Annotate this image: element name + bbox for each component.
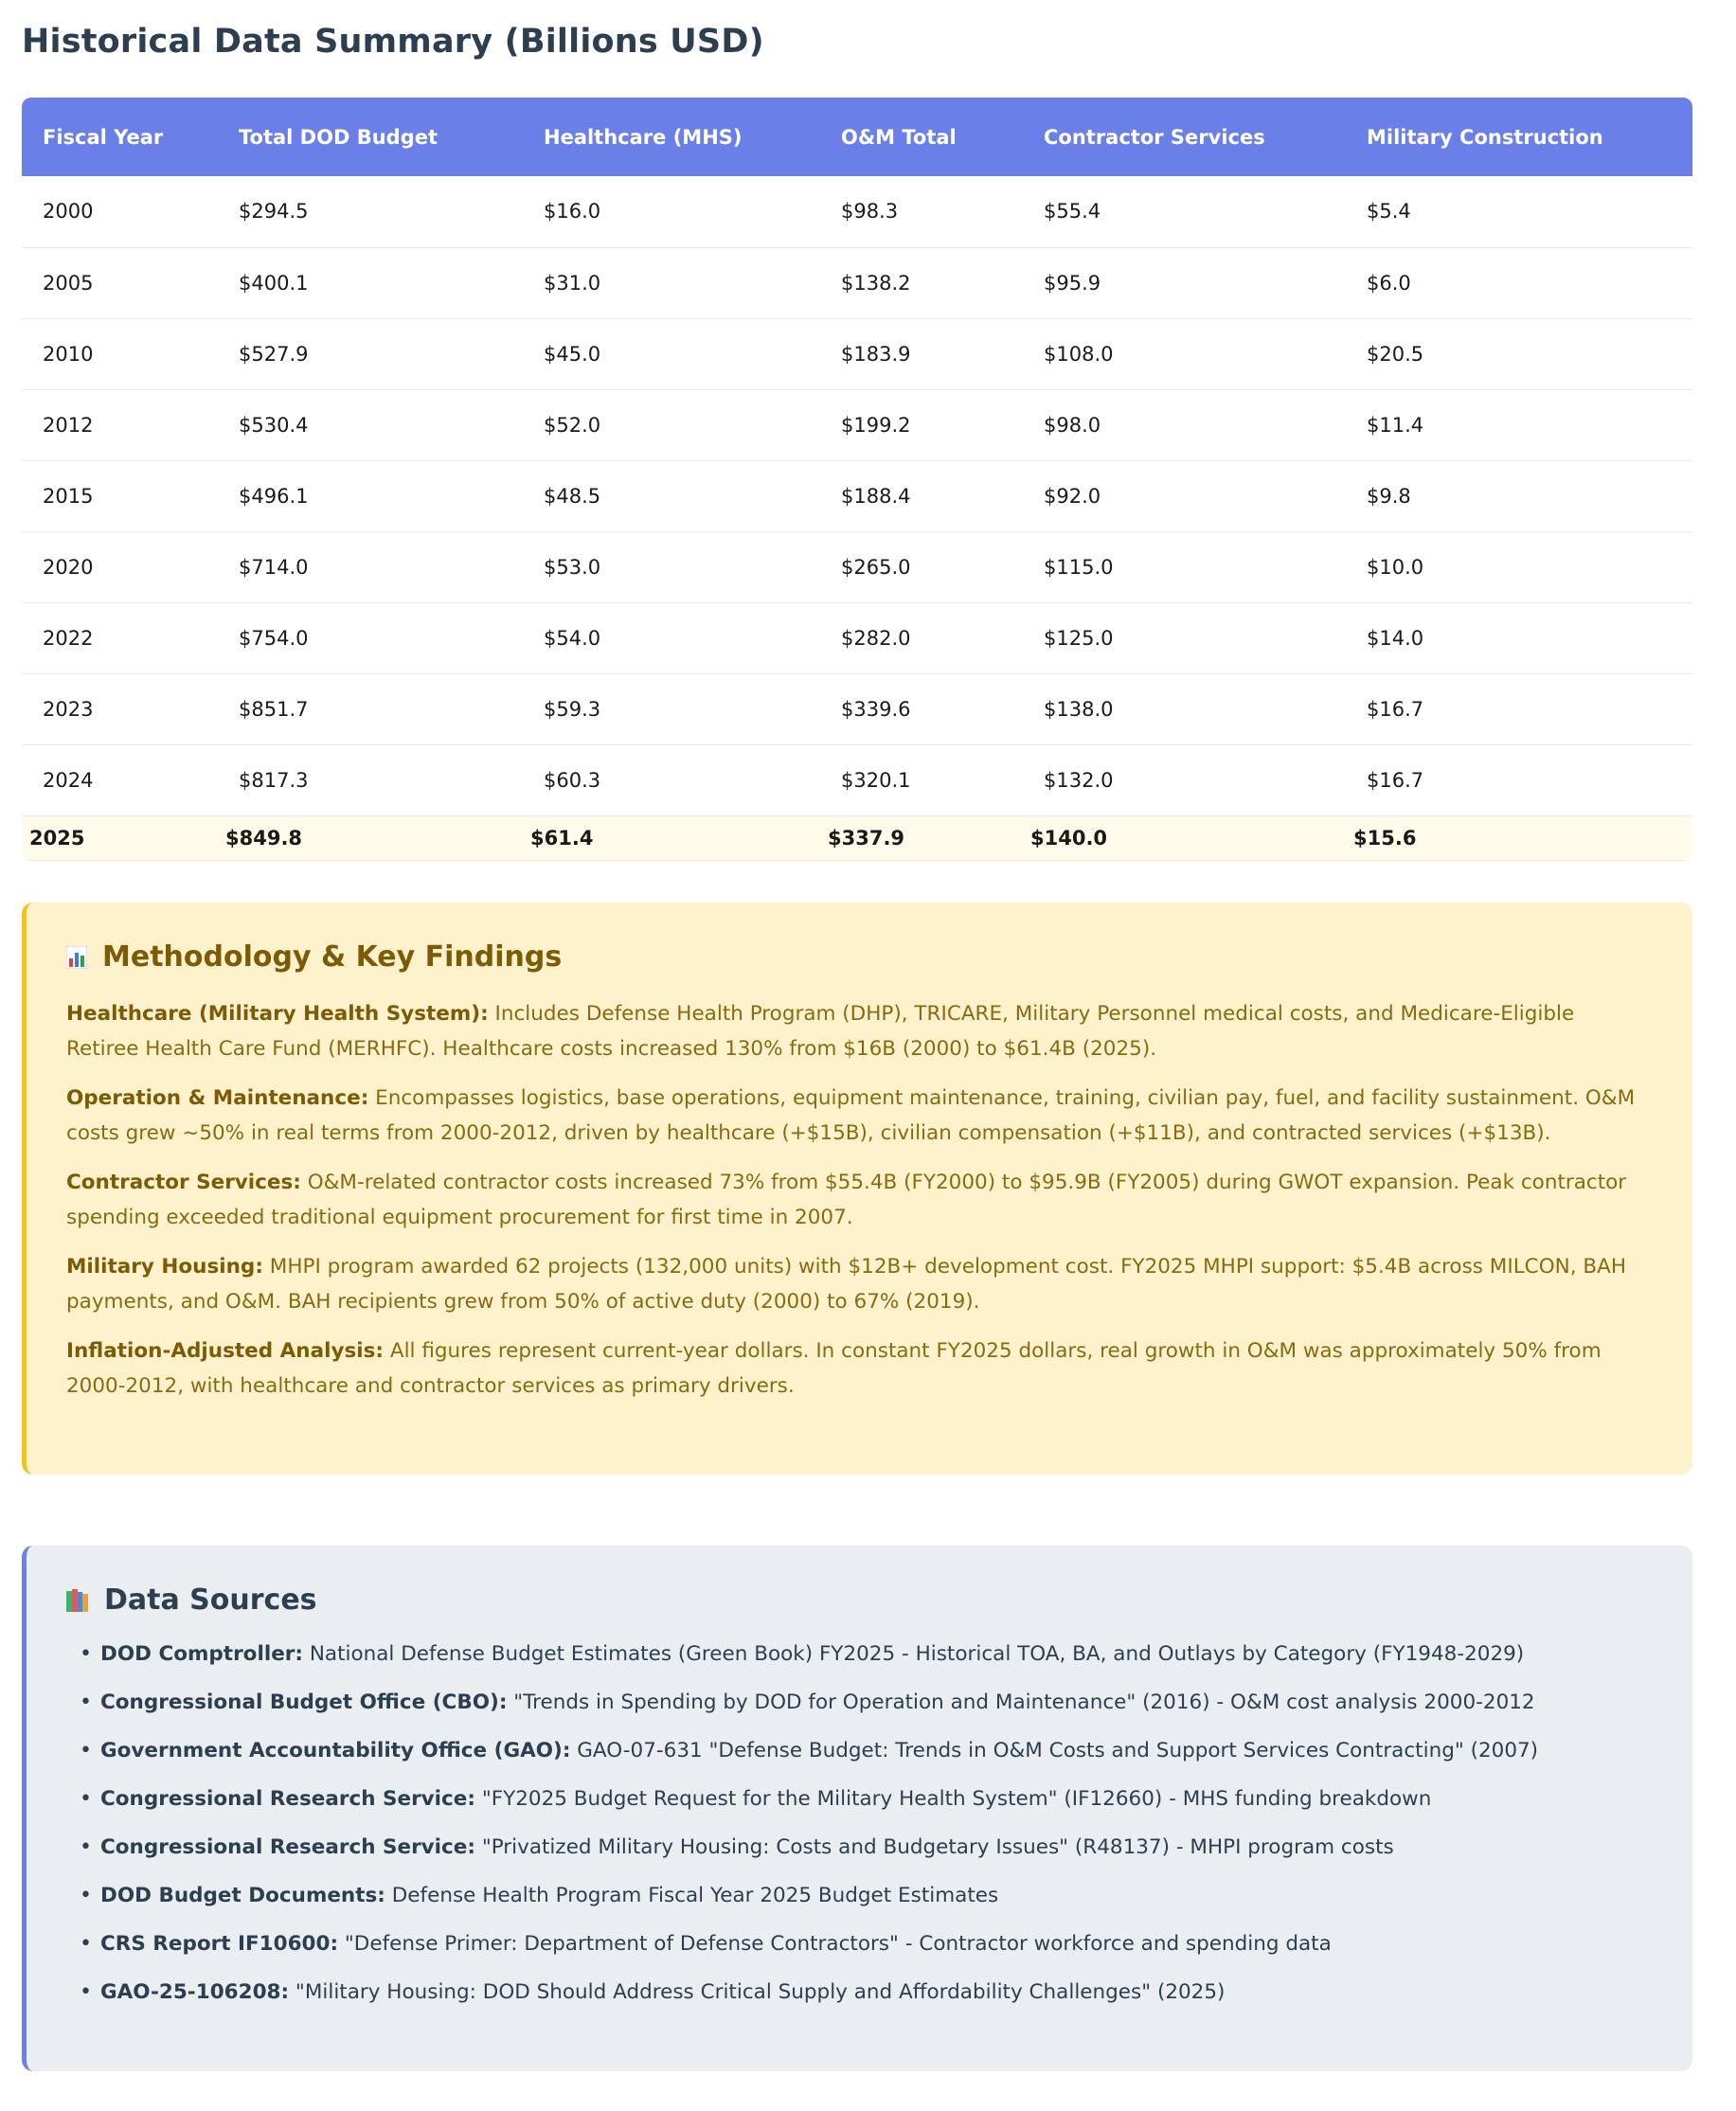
cell-fiscal-year: 2000	[43, 200, 94, 224]
cell-military-construction: $15.6	[1353, 826, 1417, 850]
source-label: CRS Report IF10600:	[100, 1932, 339, 1956]
cell-healthcare: $48.5	[544, 484, 601, 508]
books-icon	[66, 1588, 89, 1613]
source-label: Congressional Research Service:	[100, 1835, 475, 1859]
finding-text: All figures represent current-year dollars. In constant FY2025 dollars, real growth in O&M was approximately 50% from 2000-2012, with healthcare and contractor services as primary drivers.	[66, 1339, 1602, 1398]
finding-item	[66, 1165, 1653, 1235]
cell-om-total: $320.1	[841, 768, 911, 792]
source-text: "FY2025 Budget Request for the Military Health System" (IF12660) - MHS funding breakdown	[474, 1787, 1432, 1811]
cell-healthcare: $53.0	[544, 555, 601, 579]
cell-total-dod-budget: $527.9	[239, 342, 309, 366]
finding-label: Military Housing:	[66, 1255, 263, 1279]
page-title: Historical Data Summary (Billions USD)	[22, 23, 764, 61]
finding-label: Inflation-Adjusted Analysis:	[66, 1339, 385, 1363]
source-item	[100, 1738, 1653, 1764]
cell-total-dod-budget: $400.1	[239, 271, 309, 295]
cell-military-construction: $11.4	[1367, 413, 1424, 437]
source-item	[100, 1690, 1653, 1716]
cell-fiscal-year: 2010	[43, 342, 94, 366]
cell-om-total: $265.0	[841, 555, 911, 579]
data-sources-heading	[66, 1583, 1653, 1617]
cell-military-construction: $10.0	[1367, 555, 1424, 579]
column-header-total-dod-budget: Total DOD Budget	[239, 125, 438, 149]
cell-military-construction: $20.5	[1367, 342, 1424, 366]
cell-total-dod-budget: $530.4	[239, 413, 309, 437]
finding-label: Healthcare (Military Health System):	[66, 1002, 489, 1026]
cell-om-total: $199.2	[841, 413, 911, 437]
methodology-heading-text: Methodology & Key Findings	[102, 940, 563, 974]
cell-total-dod-budget: $714.0	[239, 555, 309, 579]
source-text: "Trends in Spending by DOD for Operation and Maintenance" (2016) - O&M cost analysis 2000-2012	[507, 1691, 1535, 1714]
source-label: Congressional Research Service:	[100, 1787, 475, 1811]
cell-fiscal-year: 2020	[43, 555, 94, 579]
cell-om-total: $339.6	[841, 697, 911, 721]
table-row	[22, 389, 1692, 460]
methodology-heading	[66, 940, 1653, 974]
table-row	[22, 460, 1692, 531]
column-header-om-total: O&M Total	[841, 125, 957, 149]
cell-contractor-services: $98.0	[1044, 413, 1101, 437]
table-row	[22, 815, 1692, 860]
source-item	[100, 1786, 1653, 1813]
source-item	[100, 1979, 1653, 2006]
column-header-healthcare: Healthcare (MHS)	[544, 125, 743, 149]
cell-contractor-services: $108.0	[1044, 342, 1114, 366]
cell-fiscal-year: 2024	[43, 768, 94, 792]
source-text: National Defense Budget Estimates (Green Book) FY2025 - Historical TOA, BA, and Outlays by Category (FY1948-2029)	[302, 1642, 1525, 1666]
cell-om-total: $188.4	[841, 484, 911, 508]
data-sources-panel	[22, 1546, 1692, 2071]
cell-healthcare: $61.4	[530, 826, 594, 850]
cell-healthcare: $60.3	[544, 768, 601, 792]
table-row	[22, 247, 1692, 318]
finding-label: Contractor Services:	[66, 1171, 301, 1194]
cell-healthcare: $52.0	[544, 413, 601, 437]
methodology-panel	[22, 903, 1692, 1475]
cell-military-construction: $16.7	[1367, 697, 1424, 721]
source-text: Defense Health Program Fiscal Year 2025 Budget Estimates	[385, 1884, 999, 1907]
cell-healthcare: $45.0	[544, 342, 601, 366]
column-header-fiscal-year: Fiscal Year	[43, 125, 164, 149]
table-header-row	[22, 98, 1692, 176]
column-header-contractor-services: Contractor Services	[1044, 125, 1265, 149]
cell-contractor-services: $140.0	[1030, 826, 1108, 850]
source-item	[100, 1883, 1653, 1909]
finding-item	[66, 1081, 1653, 1151]
finding-text: O&M-related contractor costs increased 73% from $55.4B (FY2000) to $95.9B (FY2005) during GWOT expansion. Peak contractor spending exceeded traditional equipment procurement for first time in 2007.	[66, 1171, 1627, 1229]
cell-om-total: $138.2	[841, 271, 911, 295]
table-row	[22, 531, 1692, 602]
cell-total-dod-budget: $754.0	[239, 626, 309, 650]
data-sources-heading-text: Data Sources	[104, 1583, 317, 1617]
source-item	[100, 1834, 1653, 1861]
source-label: GAO-25-106208:	[100, 1980, 290, 2004]
cell-total-dod-budget: $496.1	[239, 484, 309, 508]
cell-total-dod-budget: $851.7	[239, 697, 309, 721]
finding-item	[66, 1333, 1653, 1404]
cell-total-dod-budget: $817.3	[239, 768, 309, 792]
cell-contractor-services: $95.9	[1044, 271, 1101, 295]
source-text: GAO-07-631 "Defense Budget: Trends in O&M Costs and Support Services Contracting" (2007)	[570, 1739, 1539, 1762]
source-label: DOD Comptroller:	[100, 1642, 303, 1666]
finding-item	[66, 996, 1653, 1066]
source-text: "Defense Primer: Department of Defense Contractors" - Contractor workforce and spending data	[338, 1932, 1332, 1956]
historical-data-table	[22, 98, 1692, 861]
source-item	[100, 1931, 1653, 1958]
finding-text: Includes Defense Health Program (DHP), TRICARE, Military Personnel medical costs, and Medicare-Eligible Retiree Health Care Fund (MERHFC). Healthcare costs increased 130% from $16B (2000) to $61.4B (2025).	[66, 1002, 1575, 1061]
table-row	[22, 744, 1692, 815]
source-text: "Privatized Military Housing: Costs and Budgetary Issues" (R48137) - MHPI program costs	[474, 1835, 1394, 1859]
source-label: Government Accountability Office (GAO):	[100, 1739, 571, 1762]
finding-label: Operation & Maintenance:	[66, 1086, 369, 1110]
cell-om-total: $337.9	[828, 826, 905, 850]
source-text: "Military Housing: DOD Should Address Critical Supply and Affordability Challenges" (2025)	[289, 1980, 1226, 2004]
cell-fiscal-year: 2025	[29, 826, 85, 850]
cell-fiscal-year: 2005	[43, 271, 94, 295]
finding-item	[66, 1249, 1653, 1319]
cell-om-total: $282.0	[841, 626, 911, 650]
cell-healthcare: $54.0	[544, 626, 601, 650]
cell-healthcare: $59.3	[544, 697, 601, 721]
source-label: Congressional Budget Office (CBO):	[100, 1691, 508, 1714]
cell-fiscal-year: 2012	[43, 413, 94, 437]
cell-contractor-services: $115.0	[1044, 555, 1114, 579]
cell-military-construction: $9.8	[1367, 484, 1411, 508]
cell-military-construction: $5.4	[1367, 200, 1411, 224]
table-row	[22, 673, 1692, 744]
cell-fiscal-year: 2023	[43, 697, 94, 721]
cell-total-dod-budget: $849.8	[225, 826, 303, 850]
cell-healthcare: $16.0	[544, 200, 601, 224]
cell-military-construction: $6.0	[1367, 271, 1411, 295]
cell-total-dod-budget: $294.5	[239, 200, 309, 224]
cell-om-total: $183.9	[841, 342, 911, 366]
bar-chart-icon	[66, 946, 87, 969]
cell-contractor-services: $55.4	[1044, 200, 1101, 224]
cell-om-total: $98.3	[841, 200, 899, 224]
source-label: DOD Budget Documents:	[100, 1884, 385, 1907]
cell-contractor-services: $132.0	[1044, 768, 1114, 792]
cell-healthcare: $31.0	[544, 271, 601, 295]
cell-military-construction: $16.7	[1367, 768, 1424, 792]
finding-text: Encompasses logistics, base operations, equipment maintenance, training, civilian pay, fuel, and facility sustainment. O&M costs grew ~50% in real terms from 2000-2012, driven by healthcare (+$15B), civilian compensation (+$11B), and contracted services (+$13B).	[66, 1086, 1636, 1145]
source-item	[100, 1641, 1653, 1668]
table-row	[22, 602, 1692, 673]
column-header-military-construction: Military Construction	[1367, 125, 1603, 149]
cell-contractor-services: $138.0	[1044, 697, 1114, 721]
finding-text: MHPI program awarded 62 projects (132,000 units) with $12B+ development cost. FY2025 MHPI support: $5.4B across MILCON, BAH payments, and O&M. BAH recipients grew from 50% of active duty (2000) to 67% (2019).	[66, 1255, 1626, 1314]
cell-fiscal-year: 2022	[43, 626, 94, 650]
cell-contractor-services: $125.0	[1044, 626, 1114, 650]
table-row	[22, 318, 1692, 389]
table-row	[22, 176, 1692, 247]
cell-military-construction: $14.0	[1367, 626, 1424, 650]
cell-contractor-services: $92.0	[1044, 484, 1101, 508]
cell-fiscal-year: 2015	[43, 484, 94, 508]
